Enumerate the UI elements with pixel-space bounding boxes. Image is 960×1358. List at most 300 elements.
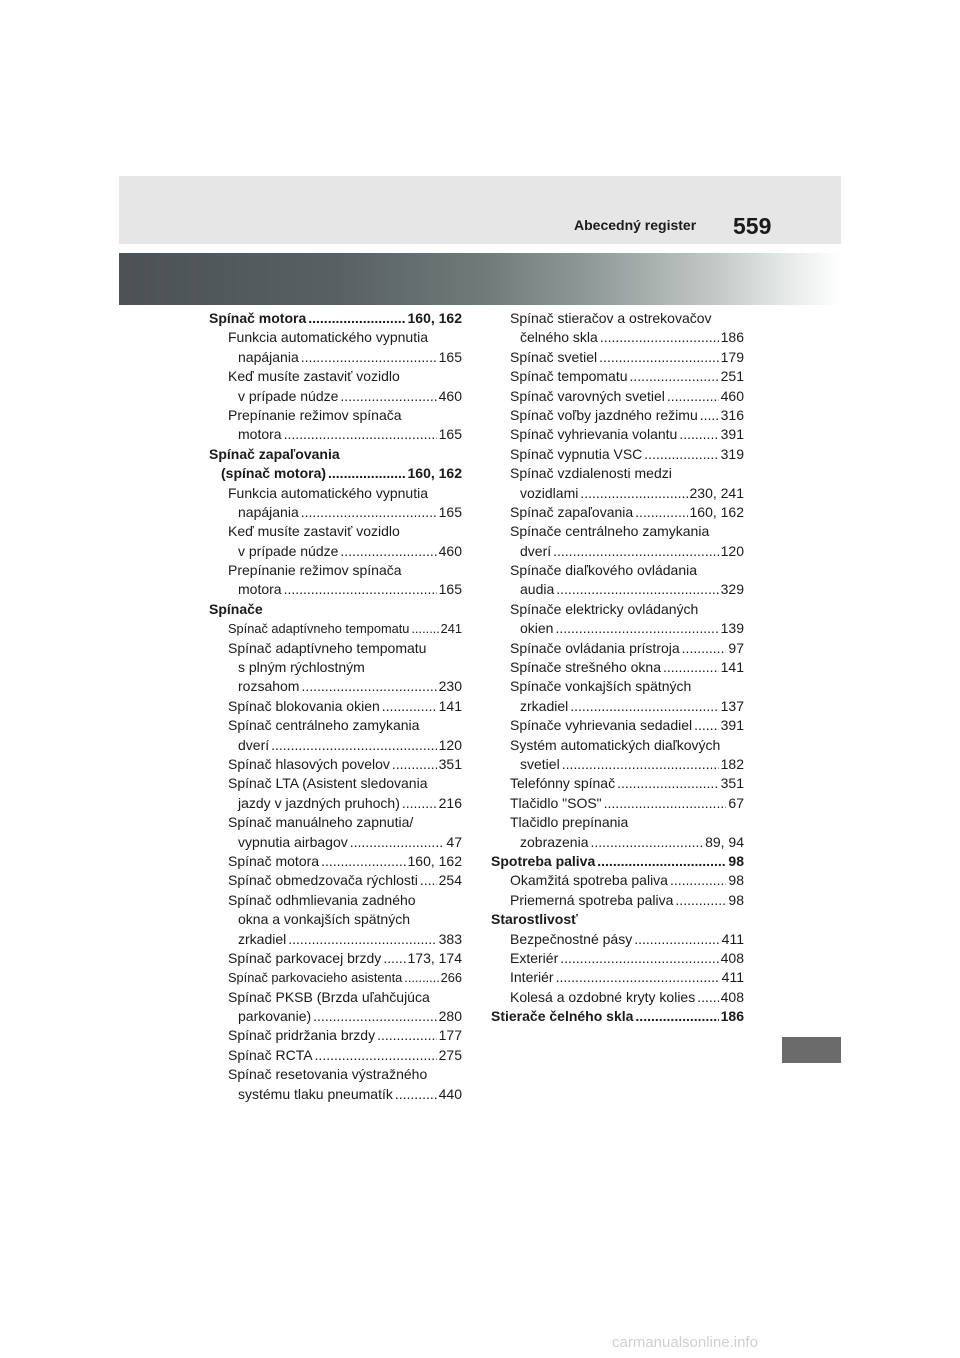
index-line <box>209 852 462 871</box>
index-line <box>491 503 744 522</box>
index-term: Spínač RCTA <box>228 1046 313 1063</box>
index-line <box>209 891 462 910</box>
index-term: Keď musíte zastaviť vozidlo <box>228 523 400 540</box>
index-term: Systém automatických diaľkových <box>510 736 721 753</box>
page-reference: 319 <box>720 445 744 462</box>
index-line <box>209 309 462 328</box>
index-subentry <box>209 755 462 774</box>
index-line <box>209 464 462 483</box>
index-line <box>491 367 744 386</box>
index-term: Spínač svetiel <box>510 348 598 365</box>
index-line <box>209 580 462 599</box>
dot-leader <box>284 580 437 599</box>
index-line <box>209 658 462 677</box>
dot-leader <box>570 697 718 716</box>
page-reference: 440 <box>438 1085 462 1102</box>
page-reference: 460 <box>720 387 744 404</box>
index-term: Priemerná spotreba paliva <box>510 891 674 908</box>
page-reference: 137 <box>720 697 744 714</box>
index-line <box>491 774 744 793</box>
index-line <box>209 774 462 793</box>
index-term: audia <box>520 581 555 598</box>
index-line <box>209 367 462 386</box>
index-line <box>491 580 744 599</box>
index-heading <box>209 445 462 484</box>
index-term: zrkadiel <box>520 697 569 714</box>
index-line <box>491 852 744 871</box>
dot-leader <box>556 968 720 987</box>
index-line <box>209 348 462 367</box>
index-subentry <box>491 658 744 677</box>
page-reference: 460 <box>438 387 462 404</box>
page-reference: 411 <box>721 969 744 986</box>
index-subentry <box>491 464 744 503</box>
dot-leader <box>553 542 719 561</box>
dot-leader <box>377 1026 437 1045</box>
index-subentry <box>209 639 462 697</box>
index-line <box>209 1007 462 1026</box>
index-term: Spínač odhmlievania zadného <box>228 891 416 908</box>
index-line <box>491 639 744 658</box>
index-line <box>491 677 744 696</box>
page-reference: 98 <box>728 891 744 908</box>
dot-leader <box>382 697 437 716</box>
index-line <box>491 794 744 813</box>
index-subentry <box>209 891 462 949</box>
index-subentry <box>209 774 462 813</box>
dot-leader <box>395 1085 437 1104</box>
index-subentry <box>491 813 744 852</box>
index-term: Spínače centrálneho zamykania <box>510 523 710 540</box>
dot-leader <box>313 1007 436 1026</box>
index-line <box>209 794 462 813</box>
index-line <box>209 697 462 716</box>
page-reference: 460 <box>438 542 462 559</box>
index-line <box>491 600 744 619</box>
page-reference: 179 <box>720 348 744 365</box>
index-term: Spínače ovládania prístroja <box>510 639 680 656</box>
index-line <box>491 1007 744 1026</box>
index-term: Spínač motora <box>209 310 307 326</box>
index-line <box>209 833 462 852</box>
page-reference: 98 <box>728 852 744 869</box>
index-subentry <box>209 1065 462 1104</box>
dot-leader <box>635 503 687 522</box>
dot-leader <box>679 425 718 444</box>
index-subentry <box>491 891 744 910</box>
dot-leader <box>670 871 726 890</box>
index-term: čelného skla <box>520 329 598 346</box>
index-term: Spínač stieračov a ostrekovačov <box>510 310 712 326</box>
index-term: okien <box>520 620 554 637</box>
index-term: Spínač zapaľovania <box>510 503 634 520</box>
index-term: dverí <box>238 736 270 753</box>
dot-leader <box>560 949 718 968</box>
dot-leader <box>635 1007 718 1026</box>
dot-leader <box>667 387 719 406</box>
index-line <box>209 871 462 890</box>
index-subentry <box>491 968 744 987</box>
index-line <box>209 425 462 444</box>
dot-leader <box>383 949 405 968</box>
index-line <box>209 910 462 929</box>
index-term: Spínače vonkajších spätných <box>510 678 692 695</box>
index-line <box>491 755 744 774</box>
dot-leader <box>599 348 718 367</box>
page-reference: 160, 162 <box>407 852 462 869</box>
index-subentry <box>209 852 462 871</box>
index-term: Spínač adaptívneho tempomatu <box>228 621 410 637</box>
index-subentry <box>491 503 744 522</box>
index-subentry <box>209 484 462 523</box>
index-line <box>209 600 462 619</box>
dot-leader <box>600 328 719 347</box>
index-line <box>491 736 744 755</box>
dot-leader <box>644 445 718 464</box>
index-term: okna a vonkajších spätných <box>238 911 410 928</box>
index-term: napájania <box>238 348 299 365</box>
page-reference: 316 <box>720 406 744 423</box>
index-subentry <box>209 697 462 716</box>
index-line <box>491 348 744 367</box>
index-line <box>209 1065 462 1084</box>
dot-leader <box>700 406 719 425</box>
index-line <box>491 910 744 929</box>
index-term: Spínač blokovania okien <box>228 697 380 714</box>
index-subentry <box>209 406 462 445</box>
index-subentry <box>491 367 744 386</box>
index-line <box>209 561 462 580</box>
index-line <box>491 658 744 677</box>
index-term: Spínač resetovania výstražného <box>228 1066 428 1083</box>
index-line <box>209 619 462 638</box>
index-line <box>491 930 744 949</box>
dot-leader <box>597 852 726 871</box>
index-subentry <box>209 522 462 561</box>
index-term: svetiel <box>520 755 560 772</box>
page-reference: 351 <box>438 755 462 772</box>
index-line <box>491 522 744 541</box>
index-subentry <box>209 871 462 890</box>
page-reference: 165 <box>438 348 462 365</box>
index-heading <box>209 600 462 619</box>
dot-leader <box>301 348 437 367</box>
page-reference: 165 <box>438 426 462 443</box>
index-subentry <box>209 619 462 638</box>
page-reference: 216 <box>438 794 462 811</box>
index-term: Spínač LTA (Asistent sledovania <box>228 775 428 792</box>
index-line <box>491 833 744 852</box>
page-reference: 383 <box>438 930 462 947</box>
index-term: Prepínanie režimov spínača <box>228 562 402 579</box>
dot-leader <box>308 309 405 328</box>
index-subentry <box>491 406 744 425</box>
dot-leader <box>562 755 719 774</box>
page-reference: 165 <box>438 581 462 598</box>
dot-leader <box>328 464 405 483</box>
index-line <box>491 949 744 968</box>
index-line <box>209 445 462 464</box>
index-line <box>209 1085 462 1104</box>
dot-leader <box>392 755 437 774</box>
dot-leader <box>404 968 438 987</box>
index-line <box>209 677 462 696</box>
index-line <box>491 406 744 425</box>
index-term: Spotreba paliva <box>491 852 596 869</box>
index-column-left <box>209 309 462 1104</box>
dot-leader <box>630 367 719 386</box>
index-line <box>209 988 462 1007</box>
page-reference: 120 <box>438 736 462 753</box>
index-term: Starostlivosť <box>491 911 578 928</box>
dot-leader <box>580 484 687 503</box>
index-term: Prepínanie režimov spínača <box>228 406 402 423</box>
page-reference: 47 <box>446 833 462 850</box>
index-subentry <box>491 677 744 716</box>
page-reference: 177 <box>438 1027 462 1044</box>
index-term: Spínače elektricky ovládaných <box>510 600 699 617</box>
dot-leader <box>402 794 437 813</box>
index-subentry <box>209 968 462 987</box>
page-number: 559 <box>733 213 772 239</box>
index-term: Keď musíte zastaviť vozidlo <box>228 368 400 385</box>
page-reference: 139 <box>720 620 744 637</box>
index-line <box>491 619 744 638</box>
dot-leader <box>350 833 445 852</box>
dot-leader <box>675 891 726 910</box>
page-reference: 230, 241 <box>689 484 744 501</box>
index-subentry <box>491 774 744 793</box>
index-line <box>209 716 462 735</box>
page-reference: 408 <box>720 949 744 966</box>
index-heading <box>491 1007 744 1026</box>
index-line <box>209 755 462 774</box>
index-subentry <box>491 522 744 561</box>
index-subentry <box>491 871 744 890</box>
dot-leader <box>694 716 719 735</box>
index-term: Spínač centrálneho zamykania <box>228 717 420 734</box>
page-reference: 182 <box>720 755 744 772</box>
index-line <box>209 406 462 425</box>
dot-leader <box>340 542 436 561</box>
index-term: Spínač zapaľovania <box>209 445 340 462</box>
dot-leader <box>555 619 718 638</box>
page-reference: 160, 162 <box>407 465 462 482</box>
page-reference: 329 <box>720 581 744 598</box>
page-reference: 141 <box>720 659 744 676</box>
page-reference: 275 <box>438 1046 462 1063</box>
index-term: parkovanie) <box>238 1008 312 1025</box>
page-reference: 266 <box>440 970 462 986</box>
index-term: napájania <box>238 503 299 520</box>
index-term: rozsahom <box>238 678 300 695</box>
page-reference: 230 <box>438 678 462 695</box>
dot-leader <box>591 833 704 852</box>
page-reference: 391 <box>720 717 744 734</box>
page-reference: 160, 162 <box>407 310 462 326</box>
index-line <box>209 542 462 561</box>
index-heading <box>491 852 744 871</box>
index-subentry <box>491 387 744 406</box>
dot-leader <box>682 639 727 658</box>
index-subentry <box>209 949 462 968</box>
dot-leader <box>604 794 727 813</box>
decorative-gradient-bar <box>119 253 841 305</box>
index-term: Spínač pridržania brzdy <box>228 1027 376 1044</box>
index-heading <box>491 910 744 929</box>
index-subentry <box>491 348 744 367</box>
page-reference: 173, 174 <box>407 949 462 966</box>
dot-leader <box>288 930 436 949</box>
page-reference: 120 <box>720 542 744 559</box>
index-line <box>209 1026 462 1045</box>
dot-leader <box>315 1046 437 1065</box>
index-line <box>491 561 744 580</box>
index-line <box>209 1046 462 1065</box>
page-reference: 254 <box>438 872 462 889</box>
index-term: Spínač PKSB (Brzda uľahčujúca <box>228 988 430 1005</box>
index-term: zrkadiel <box>238 930 287 947</box>
chapter-tab <box>782 1037 841 1063</box>
index-term: (spínač motora) <box>221 465 327 482</box>
index-line <box>491 484 744 503</box>
index-line <box>491 464 744 483</box>
page-reference: 411 <box>721 930 744 947</box>
index-line <box>491 328 744 347</box>
index-term: Interiér <box>510 969 554 986</box>
dot-leader <box>617 774 719 793</box>
index-subentry <box>209 367 462 406</box>
index-line <box>491 968 744 987</box>
page-reference: 97 <box>728 639 744 656</box>
index-heading <box>209 309 462 328</box>
index-subentry <box>209 1026 462 1045</box>
index-term: Spínače diaľkového ovládania <box>510 562 697 579</box>
index-line <box>209 968 462 987</box>
index-line <box>491 387 744 406</box>
index-term: Funkcia automatického vypnutia <box>228 484 428 501</box>
page-reference: 408 <box>720 988 744 1005</box>
dot-leader <box>697 988 718 1007</box>
index-subentry <box>209 1046 462 1065</box>
dot-leader <box>284 425 437 444</box>
page-reference: 186 <box>720 1008 744 1025</box>
section-title: Abecedný register <box>574 217 697 233</box>
index-line <box>209 484 462 503</box>
index-term: Spínač vypnutia VSC <box>510 445 643 462</box>
index-term: vypnutia airbagov <box>238 833 348 850</box>
page-reference: 186 <box>720 329 744 346</box>
index-term: Bezpečnostné pásy <box>510 930 633 947</box>
index-term: Spínač tempomatu <box>510 368 628 385</box>
index-subentry <box>209 988 462 1027</box>
index-term: Spínač adaptívneho tempomatu <box>228 639 427 656</box>
index-term: Spínače strešného okna <box>510 659 661 676</box>
index-line <box>491 697 744 716</box>
page-reference: 251 <box>720 368 744 385</box>
index-line <box>491 813 744 832</box>
page-reference: 67 <box>728 794 744 811</box>
index-subentry <box>491 716 744 735</box>
index-term: Stierače čelného skla <box>491 1008 634 1025</box>
index-line <box>209 736 462 755</box>
dot-leader <box>321 852 405 871</box>
index-term: Spínač motora <box>228 852 320 869</box>
index-term: Spínač voľby jazdného režimu <box>510 406 698 423</box>
index-subentry <box>491 600 744 639</box>
index-term: Spínač parkovacieho asistenta <box>228 970 403 986</box>
page-reference: 160, 162 <box>689 503 744 520</box>
index-term: dverí <box>520 542 552 559</box>
index-line <box>209 813 462 832</box>
dot-leader <box>663 658 719 677</box>
index-term: jazdy v jazdných pruhoch) <box>238 794 400 811</box>
index-subentry <box>491 639 744 658</box>
index-line <box>209 328 462 347</box>
dot-leader <box>420 871 437 890</box>
dot-leader <box>634 930 719 949</box>
index-term: motora <box>238 426 282 443</box>
dot-leader <box>340 387 436 406</box>
index-line <box>209 930 462 949</box>
index-line <box>491 425 744 444</box>
page-reference: 165 <box>438 503 462 520</box>
index-term: Spínač parkovacej brzdy <box>228 949 382 966</box>
index-subentry <box>491 425 744 444</box>
page-reference: 351 <box>720 775 744 792</box>
index-term: Spínač varovných svetiel <box>510 387 665 404</box>
index-term: Spínač obmedzovača rýchlosti <box>228 872 418 889</box>
index-line <box>491 542 744 561</box>
index-subentry <box>209 716 462 755</box>
index-line <box>491 988 744 1007</box>
page-reference: 141 <box>438 697 462 714</box>
index-term: Spínače <box>209 600 263 617</box>
page-reference: 241 <box>440 621 462 637</box>
index-line <box>491 871 744 890</box>
index-subentry <box>491 736 744 775</box>
page-reference: 280 <box>438 1008 462 1025</box>
index-term: Kolesá a ozdobné kryty kolies <box>510 988 696 1005</box>
index-term: Spínač vzdialenosti medzi <box>510 465 672 482</box>
index-column-right <box>491 309 744 1026</box>
index-line <box>209 639 462 658</box>
index-subentry <box>491 561 744 600</box>
index-term: Tlačidlo "SOS" <box>510 794 602 811</box>
index-subentry <box>209 813 462 852</box>
index-line <box>209 503 462 522</box>
index-subentry <box>491 309 744 348</box>
index-term: Spínač manuálneho zapnutia/ <box>228 814 414 831</box>
dot-leader <box>301 503 437 522</box>
index-subentry <box>491 988 744 1007</box>
index-line <box>209 387 462 406</box>
dot-leader <box>411 619 438 638</box>
index-line <box>491 891 744 910</box>
index-line <box>491 445 744 464</box>
index-term: Okamžitá spotreba paliva <box>510 872 668 889</box>
index-term: Telefónny spínač <box>510 775 616 792</box>
page-reference: 98 <box>728 872 744 889</box>
dot-leader <box>556 580 718 599</box>
watermark: carmanualsonline.info <box>612 1334 758 1351</box>
index-line <box>491 716 744 735</box>
index-subentry <box>209 561 462 600</box>
index-term: vozidlami <box>520 484 579 501</box>
index-term: Funkcia automatického vypnutia <box>228 329 428 346</box>
index-line <box>209 522 462 541</box>
index-subentry <box>209 328 462 367</box>
